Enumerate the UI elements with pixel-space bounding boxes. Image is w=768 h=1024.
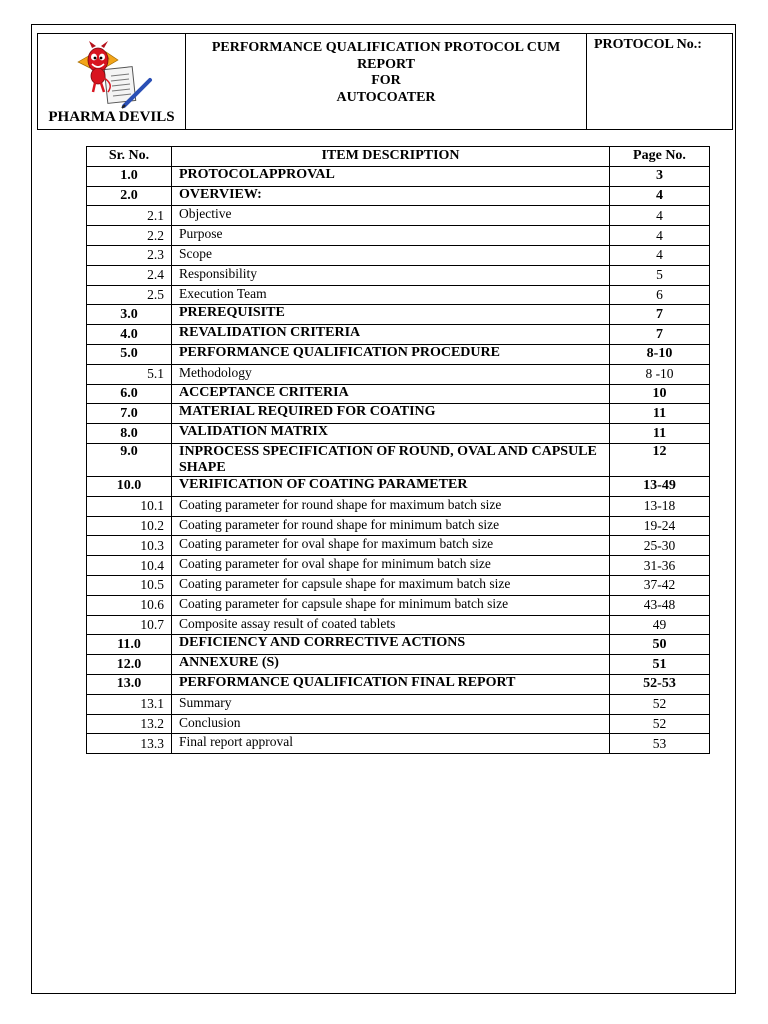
row-page-no: 4 <box>610 245 710 265</box>
table-of-contents <box>86 146 710 754</box>
row-page-no: 10 <box>610 384 710 404</box>
table-row <box>87 556 710 576</box>
header-sr-no: Sr. No. <box>87 147 172 167</box>
row-item-description: OVERVIEW: <box>172 186 610 206</box>
pharma-devils-logo <box>68 40 158 115</box>
table-row <box>87 496 710 516</box>
row-page-no: 5 <box>610 265 710 285</box>
row-page-no: 11 <box>610 424 710 444</box>
table-row <box>87 615 710 635</box>
row-item-description: PERFORMANCE QUALIFICATION FINAL REPORT <box>172 674 610 694</box>
row-page-no: 53 <box>610 734 710 754</box>
row-page-no: 4 <box>610 226 710 246</box>
row-page-no: 6 <box>610 285 710 305</box>
row-item-description: Coating parameter for round shape for maximum batch size <box>172 496 610 516</box>
row-sr-no: 13.3 <box>87 734 172 754</box>
row-sr-no: 8.0 <box>87 424 172 444</box>
row-page-no: 52 <box>610 714 710 734</box>
row-page-no: 43-48 <box>610 595 710 615</box>
row-item-description: Coating parameter for round shape for minimum batch size <box>172 516 610 536</box>
row-page-no: 4 <box>610 206 710 226</box>
row-page-no: 25-30 <box>610 536 710 556</box>
table-row <box>87 575 710 595</box>
row-page-no: 7 <box>610 325 710 345</box>
table-row <box>87 635 710 655</box>
table-row <box>87 595 710 615</box>
row-item-description: Coating parameter for capsule shape for minimum batch size <box>172 595 610 615</box>
row-item-description: VALIDATION MATRIX <box>172 424 610 444</box>
table-row <box>87 694 710 714</box>
table-row <box>87 674 710 694</box>
row-sr-no: 2.2 <box>87 226 172 246</box>
table-row <box>87 364 710 384</box>
table-row <box>87 305 710 325</box>
row-item-description: PREREQUISITE <box>172 305 610 325</box>
row-item-description: ANNEXURE (S) <box>172 655 610 675</box>
row-page-no: 37-42 <box>610 575 710 595</box>
table-row <box>87 325 710 345</box>
row-item-description: Coating parameter for oval shape for minimum batch size <box>172 556 610 576</box>
title-line-1: PERFORMANCE QUALIFICATION PROTOCOL CUM <box>211 40 561 55</box>
row-item-description: Responsibility <box>172 265 610 285</box>
header-page-no: Page No. <box>610 147 710 167</box>
row-item-description: Methodology <box>172 364 610 384</box>
row-sr-no: 13.1 <box>87 694 172 714</box>
table-row <box>87 166 710 186</box>
row-sr-no: 11.0 <box>87 635 172 655</box>
document-title <box>186 34 587 129</box>
row-sr-no: 2.3 <box>87 245 172 265</box>
row-page-no: 49 <box>610 615 710 635</box>
table-row <box>87 443 710 476</box>
row-item-description: Scope <box>172 245 610 265</box>
row-page-no: 11 <box>610 404 710 424</box>
row-item-description: Composite assay result of coated tablets <box>172 615 610 635</box>
row-sr-no: 10.6 <box>87 595 172 615</box>
row-sr-no: 12.0 <box>87 655 172 675</box>
row-item-description: Coating parameter for oval shape for maximum batch size <box>172 536 610 556</box>
row-page-no: 13-49 <box>610 476 710 496</box>
row-sr-no: 1.0 <box>87 166 172 186</box>
row-item-description: Purpose <box>172 226 610 246</box>
row-sr-no: 10.3 <box>87 536 172 556</box>
row-sr-no: 2.0 <box>87 186 172 206</box>
row-item-description: INPROCESS SPECIFICATION OF ROUND, OVAL AND CAPSULE SHAPE <box>172 443 610 476</box>
row-item-description: REVALIDATION CRITERIA <box>172 325 610 345</box>
row-item-description: Conclusion <box>172 714 610 734</box>
row-page-no: 8 -10 <box>610 364 710 384</box>
row-item-description: MATERIAL REQUIRED FOR COATING <box>172 404 610 424</box>
row-sr-no: 7.0 <box>87 404 172 424</box>
row-sr-no: 2.1 <box>87 206 172 226</box>
table-row <box>87 655 710 675</box>
table-row <box>87 226 710 246</box>
row-item-description: PERFORMANCE QUALIFICATION PROCEDURE <box>172 344 610 364</box>
row-page-no: 7 <box>610 305 710 325</box>
table-row <box>87 424 710 444</box>
row-page-no: 13-18 <box>610 496 710 516</box>
row-sr-no: 10.7 <box>87 615 172 635</box>
row-page-no: 52-53 <box>610 674 710 694</box>
row-sr-no: 10.2 <box>87 516 172 536</box>
document-header <box>37 33 733 130</box>
table-row <box>87 404 710 424</box>
row-page-no: 12 <box>610 443 710 476</box>
table-row <box>87 245 710 265</box>
protocol-number-label: PROTOCOL No.: <box>594 37 702 52</box>
table-row <box>87 384 710 404</box>
row-sr-no: 2.5 <box>87 285 172 305</box>
table-row <box>87 734 710 754</box>
row-page-no: 3 <box>610 166 710 186</box>
logo-cell <box>38 34 186 129</box>
table-row <box>87 285 710 305</box>
row-sr-no: 10.1 <box>87 496 172 516</box>
row-sr-no: 13.2 <box>87 714 172 734</box>
table-row <box>87 186 710 206</box>
table-row <box>87 344 710 364</box>
row-sr-no: 5.1 <box>87 364 172 384</box>
row-item-description: DEFICIENCY AND CORRECTIVE ACTIONS <box>172 635 610 655</box>
row-sr-no: 3.0 <box>87 305 172 325</box>
row-item-description: ACCEPTANCE CRITERIA <box>172 384 610 404</box>
row-item-description: Coating parameter for capsule shape for maximum batch size <box>172 575 610 595</box>
table-row <box>87 476 710 496</box>
title-line-2: REPORT <box>357 56 415 72</box>
row-item-description: Final report approval <box>172 734 610 754</box>
row-sr-no: 5.0 <box>87 344 172 364</box>
title-line-3: FOR <box>371 73 401 88</box>
row-sr-no: 10.0 <box>87 476 172 496</box>
row-sr-no: 10.5 <box>87 575 172 595</box>
row-page-no: 31-36 <box>610 556 710 576</box>
row-item-description: VERIFICATION OF COATING PARAMETER <box>172 476 610 496</box>
company-name: PHARMA DEVILS <box>48 109 175 125</box>
toc-header-row <box>87 147 710 167</box>
row-sr-no: 10.4 <box>87 556 172 576</box>
row-sr-no: 2.4 <box>87 265 172 285</box>
row-sr-no: 6.0 <box>87 384 172 404</box>
row-page-no: 8-10 <box>610 344 710 364</box>
row-sr-no: 13.0 <box>87 674 172 694</box>
row-item-description: PROTOCOLAPPROVAL <box>172 166 610 186</box>
row-item-description: Execution Team <box>172 285 610 305</box>
row-page-no: 19-24 <box>610 516 710 536</box>
table-row <box>87 516 710 536</box>
row-page-no: 50 <box>610 635 710 655</box>
row-item-description: Objective <box>172 206 610 226</box>
row-sr-no: 4.0 <box>87 325 172 345</box>
table-row <box>87 536 710 556</box>
row-item-description: Summary <box>172 694 610 714</box>
title-line-4: AUTOCOATER <box>336 89 436 105</box>
table-row <box>87 714 710 734</box>
header-item-description: ITEM DESCRIPTION <box>172 147 610 167</box>
toc-body <box>87 166 710 753</box>
row-page-no: 52 <box>610 694 710 714</box>
table-row <box>87 265 710 285</box>
row-sr-no: 9.0 <box>87 443 172 476</box>
row-page-no: 51 <box>610 655 710 675</box>
table-row <box>87 206 710 226</box>
row-page-no: 4 <box>610 186 710 206</box>
